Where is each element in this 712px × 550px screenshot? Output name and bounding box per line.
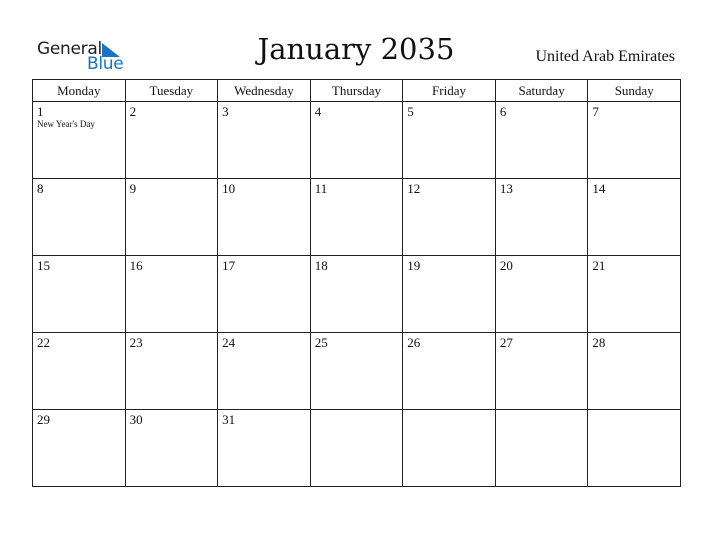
- weekday-header: Monday: [33, 80, 126, 102]
- day-cell: [218, 410, 311, 487]
- day-number: [588, 410, 680, 413]
- day-number: 9: [129, 181, 137, 196]
- day-cell: [403, 102, 496, 179]
- day-cell: [403, 333, 496, 410]
- week-row: [33, 410, 681, 487]
- day-cell: [33, 179, 126, 256]
- weekday-header: Wednesday: [218, 80, 311, 102]
- week-row: [33, 256, 681, 333]
- day-cell: [218, 333, 311, 410]
- day-cell: [125, 256, 218, 333]
- day-cell: [125, 179, 218, 256]
- day-number: 6: [499, 104, 507, 119]
- country-label: United Arab Emirates: [535, 48, 675, 65]
- day-number: 10: [222, 181, 236, 196]
- day-number: 22: [37, 335, 50, 350]
- day-number: 15: [37, 258, 50, 273]
- day-cell: [33, 102, 126, 179]
- day-number: 27: [499, 335, 513, 350]
- day-cell: [33, 256, 126, 333]
- day-number: [311, 410, 403, 413]
- day-number: 7: [592, 104, 599, 119]
- day-cell: [495, 256, 588, 333]
- day-number: 1: [37, 104, 44, 119]
- day-number: 25: [314, 335, 328, 350]
- weekday-header: Thursday: [310, 80, 403, 102]
- day-number: 19: [407, 258, 421, 273]
- day-cell: [218, 256, 311, 333]
- day-cell: [588, 333, 681, 410]
- day-cell: [310, 333, 403, 410]
- day-number: 20: [499, 258, 513, 273]
- day-cell: [403, 256, 496, 333]
- weekday-header-row: [33, 80, 681, 102]
- day-cell: [218, 179, 311, 256]
- week-row: [33, 102, 681, 179]
- holiday-label: New Year's Day: [37, 119, 95, 129]
- day-cell: [403, 179, 496, 256]
- day-number: 16: [129, 258, 143, 273]
- day-number: 4: [314, 104, 322, 119]
- weekday-header: Tuesday: [125, 80, 218, 102]
- week-row: [33, 179, 681, 256]
- page-title: January 2035: [257, 32, 455, 66]
- day-cell: [310, 179, 403, 256]
- week-row: [33, 333, 681, 410]
- day-number: 14: [592, 181, 606, 196]
- day-number: 31: [222, 412, 236, 427]
- day-cell: [125, 333, 218, 410]
- day-number: 11: [314, 181, 328, 196]
- day-number: 21: [592, 258, 606, 273]
- calendar-grid: [32, 79, 681, 487]
- day-number: 2: [129, 104, 137, 119]
- day-number: 26: [407, 335, 421, 350]
- day-cell: [495, 410, 588, 487]
- day-cell: [588, 102, 681, 179]
- day-number: [496, 410, 588, 413]
- day-number: 23: [129, 335, 143, 350]
- weekday-header: Saturday: [495, 80, 588, 102]
- day-number: 3: [222, 104, 229, 119]
- day-cell: [588, 410, 681, 487]
- day-cell: [310, 102, 403, 179]
- day-number: 12: [407, 181, 421, 196]
- day-number: 17: [222, 258, 236, 273]
- day-cell: [495, 179, 588, 256]
- weekday-header: Sunday: [588, 80, 681, 102]
- day-cell: [495, 333, 588, 410]
- day-cell: [33, 410, 126, 487]
- day-number: 30: [129, 412, 143, 427]
- day-number: 18: [314, 258, 328, 273]
- day-cell: [310, 256, 403, 333]
- day-cell: [588, 179, 681, 256]
- day-number: 28: [592, 335, 606, 350]
- day-cell: [125, 410, 218, 487]
- weekday-header: Friday: [403, 80, 496, 102]
- logo-general-text: General: [37, 39, 102, 59]
- logo-blue-text: Blue: [87, 54, 124, 74]
- day-number: 29: [37, 412, 50, 427]
- day-cell: [218, 102, 311, 179]
- day-cell: [588, 256, 681, 333]
- day-number: 13: [499, 181, 513, 196]
- day-number: 5: [407, 104, 414, 119]
- day-cell: [495, 102, 588, 179]
- day-cell: [33, 333, 126, 410]
- day-cell: [403, 410, 496, 487]
- day-number: 24: [222, 335, 236, 350]
- day-number: 8: [37, 181, 44, 196]
- day-cell: [310, 410, 403, 487]
- day-number: [403, 410, 495, 413]
- day-cell: [125, 102, 218, 179]
